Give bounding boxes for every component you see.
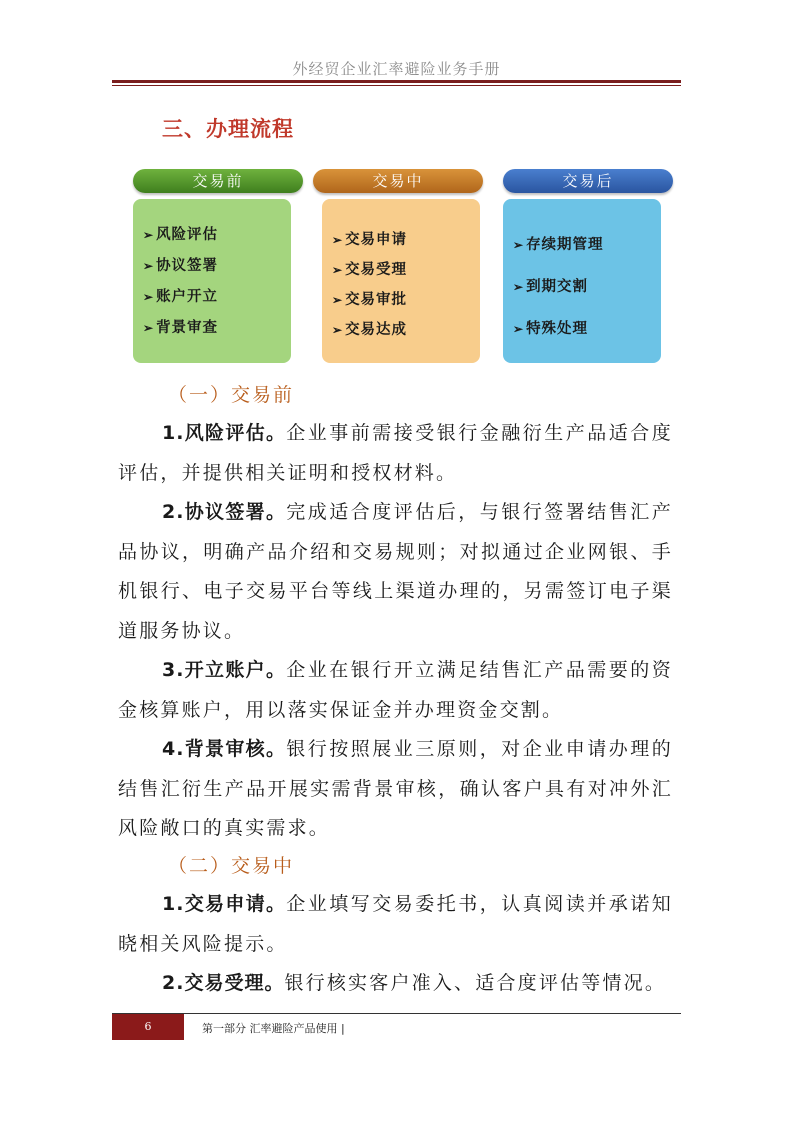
- flow-box-before: [133, 199, 291, 363]
- flow-stage-during: [313, 169, 483, 193]
- arrow-icon: ➢: [513, 280, 525, 294]
- header-rule-thin: [112, 85, 681, 86]
- arrow-icon: ➢: [332, 323, 344, 337]
- flow-item: ➢ 存续期管理: [513, 236, 604, 253]
- arrow-icon: ➢: [332, 293, 344, 307]
- arrow-icon: ➢: [332, 233, 344, 247]
- flow-item: ➢ 协议签署: [143, 257, 219, 274]
- arrow-icon: ➢: [513, 238, 525, 252]
- paragraph-background-review: 4.背景审核。银行按照展业三原则，对企业申请办理的结售汇衍生产品开展实需背景审核，确认客户具有对冲外汇风险敞口的真实需求。: [118, 738, 673, 839]
- subsection-heading-before: （一）交易前: [168, 384, 295, 406]
- page-number: 6: [112, 1014, 184, 1040]
- paragraph-trade-acceptance: 2.交易受理。银行核实客户准入、适合度评估等情况。: [162, 972, 667, 994]
- flow-stage-during-label: 交易中: [313, 169, 483, 193]
- paragraph-risk-assessment: 1.风险评估。企业事前需接受银行金融衍生产品适合度评估，并提供相关证明和授权材料。: [118, 422, 673, 484]
- flow-stage-before: [133, 169, 303, 193]
- running-header: 外经贸企业汇率避险业务手册: [292, 60, 501, 78]
- flow-item: ➢ 交易申请: [332, 231, 408, 248]
- footer-rule: [112, 1013, 681, 1014]
- flow-item: ➢ 账户开立: [143, 288, 219, 305]
- flow-item: ➢ 交易受理: [332, 261, 408, 278]
- flow-item: ➢ 交易审批: [332, 291, 408, 308]
- header-rule: [112, 80, 681, 83]
- arrow-icon: ➢: [513, 322, 525, 336]
- arrow-icon: ➢: [332, 263, 344, 277]
- arrow-icon: ➢: [143, 290, 155, 304]
- flow-stage-after-label: 交易后: [503, 169, 673, 193]
- arrow-icon: ➢: [143, 259, 155, 273]
- footer-text: 第一部分 汇率避险产品使用 |: [202, 1022, 345, 1035]
- flow-stage-before-label: 交易前: [133, 169, 303, 193]
- paragraph-trade-application: 1.交易申请。企业填写交易委托书，认真阅读并承诺知晓相关风险提示。: [118, 893, 673, 955]
- flow-stage-after: [503, 169, 673, 193]
- flow-item: ➢ 交易达成: [332, 321, 408, 338]
- section-title: 三、办理流程: [162, 117, 294, 141]
- flow-item: ➢ 特殊处理: [513, 320, 589, 337]
- paragraph-agreement: 2.协议签署。完成适合度评估后，与银行签署结售汇产品协议，明确产品介绍和交易规则；对拟通过企业网银、手机银行、电子交易平台等线上渠道办理的，另需签订电子渠道服务协议。: [118, 501, 673, 642]
- subsection-heading-during: （二）交易中: [168, 855, 295, 877]
- flow-item: ➢ 风险评估: [143, 226, 219, 243]
- arrow-icon: ➢: [143, 228, 155, 242]
- paragraph-account: 3.开立账户。企业在银行开立满足结售汇产品需要的资金核算账户，用以落实保证金并办理资金交割。: [118, 659, 673, 721]
- flow-item: ➢ 背景审查: [143, 319, 219, 336]
- arrow-icon: ➢: [143, 321, 155, 335]
- flow-box-after: [503, 199, 661, 363]
- flow-box-during: [322, 199, 480, 363]
- flow-item: ➢ 到期交割: [513, 278, 589, 295]
